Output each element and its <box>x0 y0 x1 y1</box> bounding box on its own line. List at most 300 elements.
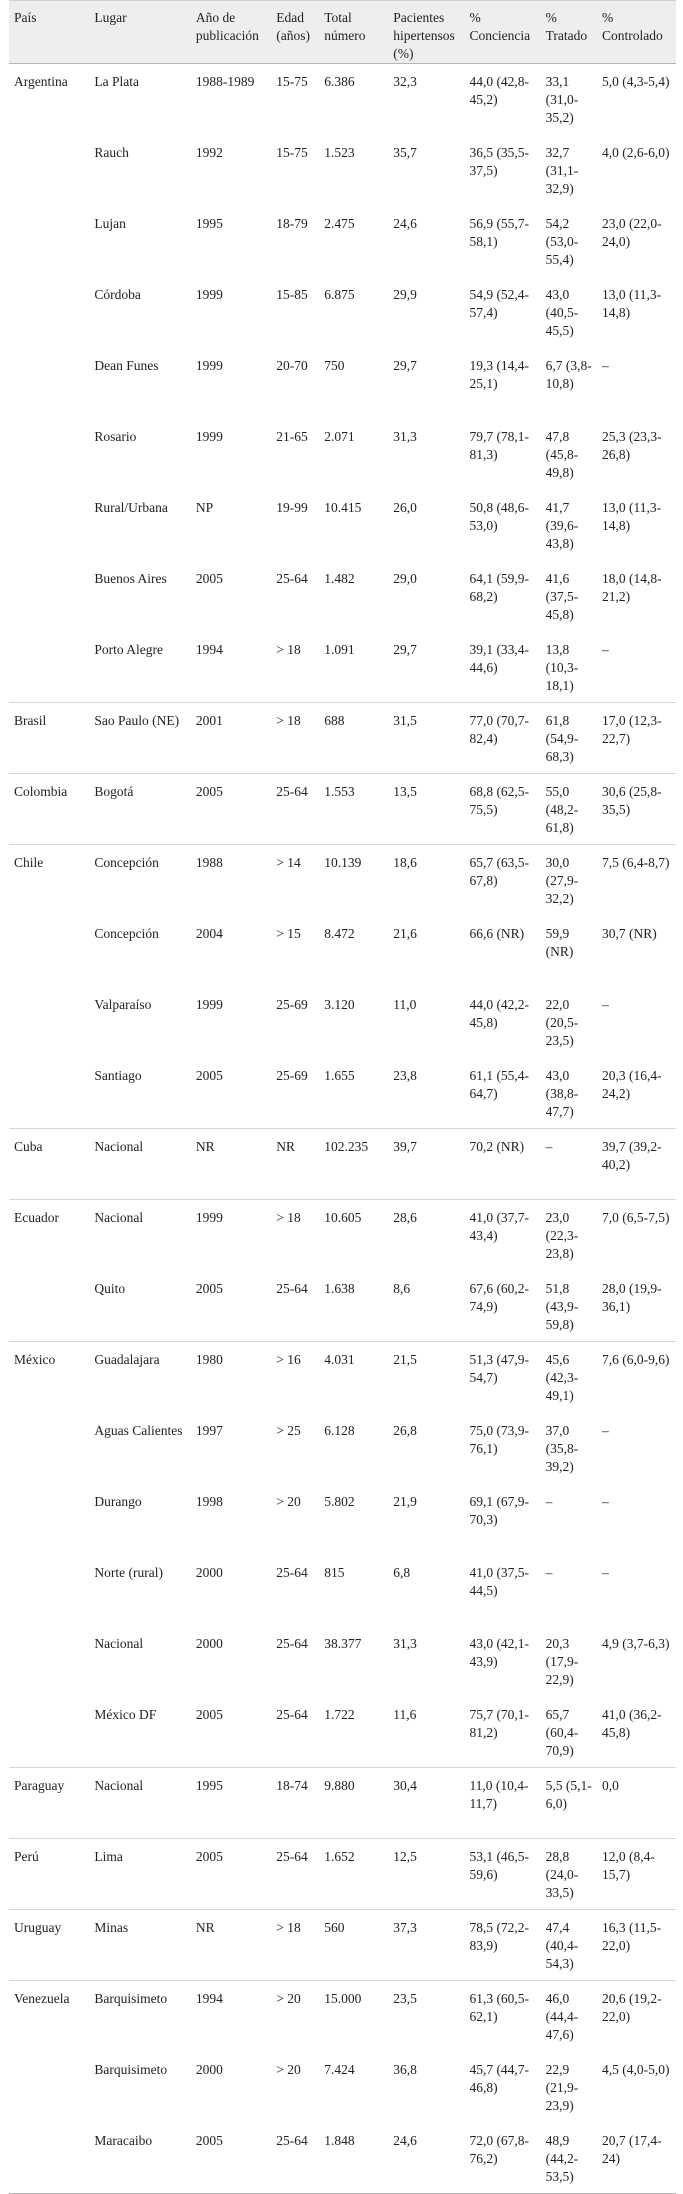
cell-year: 1980 <box>195 1352 223 1367</box>
cell-awareness-pct: 61,1 (55,4-64,7) <box>469 1067 530 1101</box>
cell-hypertensive-pct: 31,5 <box>393 713 417 728</box>
cell-age: 25-64 <box>276 1564 308 1580</box>
cell-place: Buenos Aires <box>94 570 167 586</box>
cell-total: 102.235 <box>324 1139 369 1154</box>
cell-total: 4.031 <box>324 1352 355 1367</box>
cell-place: Rural/Urbana <box>94 499 168 515</box>
cell-age: NR <box>276 1139 296 1154</box>
cell-awareness-pct: 77,0 (70,7-82,4) <box>469 713 530 746</box>
cell-treated-pct: 43,0 (40,5-45,5) <box>545 286 579 338</box>
cell-awareness-pct: 56,9 (55,7-58,1) <box>469 215 530 249</box>
cell-country: Chile <box>14 855 44 870</box>
table-row <box>9 632 676 703</box>
cell-total: 688 <box>324 713 345 728</box>
cell-age: 21-65 <box>276 428 308 444</box>
table-row <box>9 987 676 1058</box>
cell-awareness-pct: 72,0 (67,8-76,2) <box>469 2132 530 2166</box>
cell-total: 1.091 <box>324 641 355 657</box>
cell-country <box>9 1697 89 1768</box>
cell-age: 25-64 <box>276 2132 308 2148</box>
cell-total: 1.638 <box>324 1280 355 1296</box>
cell-hypertensive-pct: 29,9 <box>393 286 417 302</box>
cell-age: 25-64 <box>276 1706 308 1722</box>
cell-country: Colombia <box>14 784 68 799</box>
cell-controlled-pct: 7,5 (6,4-8,7) <box>601 855 670 870</box>
cell-year: 1994 <box>195 1991 223 2006</box>
cell-place: Nacional <box>94 1210 144 1225</box>
cell-controlled-pct: 7,6 (6,0-9,6) <box>601 1352 670 1367</box>
cell-awareness-pct: 54,9 (52,4-57,4) <box>469 286 530 320</box>
table-row <box>9 774 676 845</box>
cell-hypertensive-pct: 30,4 <box>393 1778 417 1793</box>
table-row <box>9 490 676 561</box>
cell-treated-pct: 65,7 (60,4-70,9) <box>545 1706 579 1758</box>
table-row <box>9 1484 676 1555</box>
cell-controlled-pct: 30,6 (25,8-35,5) <box>601 784 662 817</box>
table-row <box>9 1839 676 1910</box>
cell-hypertensive-pct: 37,3 <box>393 1920 417 1935</box>
cell-treated-pct: 47,4 (40,4-54,3) <box>545 1920 579 1971</box>
cell-controlled-pct: 12,0 (8,4-15,7) <box>601 1849 655 1882</box>
cell-age: 15-75 <box>276 74 308 89</box>
cell-total: 1.523 <box>324 144 355 160</box>
cell-controlled-pct: – <box>601 1493 609 1509</box>
cell-hypertensive-pct: 29,0 <box>393 570 417 586</box>
cell-treated-pct: – <box>545 1564 553 1580</box>
cell-age: 19-99 <box>276 499 308 515</box>
cell-place: Guadalajara <box>94 1352 160 1367</box>
cell-treated-pct: 32,7 (31,1-32,9) <box>545 144 579 196</box>
cell-year: 2000 <box>195 1564 223 1580</box>
cell-hypertensive-pct: 6,8 <box>393 1564 411 1580</box>
cell-place: Córdoba <box>94 286 141 302</box>
cell-age: 25-69 <box>276 996 308 1012</box>
cell-hypertensive-pct: 11,0 <box>393 996 417 1012</box>
cell-country <box>9 1271 89 1342</box>
cell-place: México DF <box>94 1706 157 1722</box>
cell-hypertensive-pct: 35,7 <box>393 144 417 160</box>
cell-age: > 18 <box>276 1920 301 1935</box>
table-row <box>9 1697 676 1768</box>
cell-age: > 20 <box>276 1991 301 2006</box>
cell-country <box>9 2052 89 2123</box>
cell-country <box>9 348 89 419</box>
cell-place: Concepción <box>94 855 159 870</box>
cell-year: 2005 <box>195 1067 223 1083</box>
cell-treated-pct: 22,0 (20,5-23,5) <box>545 996 579 1048</box>
cell-place: Porto Alegre <box>94 641 163 657</box>
cell-awareness-pct: 45,7 (44,7-46,8) <box>469 2061 530 2095</box>
cell-place: Rosario <box>94 428 137 444</box>
cell-hypertensive-pct: 28,6 <box>393 1210 417 1225</box>
table-row <box>9 1200 676 1271</box>
cell-place: Barquisimeto <box>94 1991 168 2006</box>
cell-total: 10.415 <box>324 499 362 515</box>
table-row <box>9 64 676 135</box>
table-row <box>9 916 676 987</box>
cell-treated-pct: 6,7 (3,8-10,8) <box>545 357 592 391</box>
cell-age: 25-69 <box>276 1067 308 1083</box>
cell-controlled-pct: 4,5 (4,0-5,0) <box>601 2061 670 2077</box>
cell-awareness-pct: 67,6 (60,2-74,9) <box>469 1280 530 1314</box>
cell-place: Maracaibo <box>94 2132 153 2148</box>
cell-hypertensive-pct: 23,5 <box>393 1991 417 2006</box>
cell-country <box>9 206 89 277</box>
cell-country <box>9 561 89 632</box>
cell-country <box>9 419 89 490</box>
cell-awareness-pct: 53,1 (46,5-59,6) <box>469 1849 530 1882</box>
cell-place: Barquisimeto <box>94 2061 168 2077</box>
cell-controlled-pct: 23,0 (22,0-24,0) <box>601 215 662 249</box>
cell-country <box>9 490 89 561</box>
cell-awareness-pct: 19,3 (14,4-25,1) <box>469 357 530 391</box>
cell-place: Lima <box>94 1849 123 1864</box>
cell-hypertensive-pct: 23,8 <box>393 1067 417 1083</box>
cell-total: 1.553 <box>324 784 355 799</box>
cell-total: 8.472 <box>324 925 355 941</box>
cell-controlled-pct: 30,7 (NR) <box>601 925 657 941</box>
cell-country <box>9 1413 89 1484</box>
cell-year: 1992 <box>195 144 223 160</box>
cell-hypertensive-pct: 18,6 <box>393 855 417 870</box>
cell-age: 25-64 <box>276 1280 308 1296</box>
table-row <box>9 703 676 774</box>
table-row <box>9 1058 676 1129</box>
cell-age: > 16 <box>276 1352 301 1367</box>
cell-country: México <box>14 1352 56 1367</box>
cell-total: 15.000 <box>324 1991 362 2006</box>
cell-treated-pct: – <box>545 1139 553 1154</box>
cell-place: Bogotá <box>94 784 134 799</box>
cell-total: 7.424 <box>324 2061 355 2077</box>
cell-awareness-pct: 51,3 (47,9-54,7) <box>469 1352 530 1385</box>
cell-hypertensive-pct: 32,3 <box>393 74 417 89</box>
table-row <box>9 1555 676 1626</box>
cell-country: Paraguay <box>14 1778 65 1793</box>
cell-country <box>9 916 89 987</box>
header-country: País <box>9 1 89 64</box>
cell-place: La Plata <box>94 74 139 89</box>
cell-controlled-pct: – <box>601 1422 609 1438</box>
cell-age: > 25 <box>276 1422 301 1438</box>
cell-treated-pct: 13,8 (10,3-18,1) <box>545 641 579 693</box>
cell-awareness-pct: 70,2 (NR) <box>469 1139 525 1154</box>
cell-controlled-pct: 39,7 (39,2-40,2) <box>601 1139 662 1172</box>
cell-awareness-pct: 79,7 (78,1-81,3) <box>469 428 530 462</box>
table-body <box>9 64 676 2194</box>
cell-age: 18-74 <box>276 1778 308 1793</box>
cell-awareness-pct: 41,0 (37,5-44,5) <box>469 1564 530 1598</box>
cell-year: 2000 <box>195 1635 223 1651</box>
cell-country <box>9 277 89 348</box>
cell-total: 560 <box>324 1920 345 1935</box>
header-row <box>9 1 676 64</box>
cell-place: Dean Funes <box>94 357 159 373</box>
cell-treated-pct: 51,8 (43,9-59,8) <box>545 1280 579 1332</box>
cell-treated-pct: 48,9 (44,2-53,5) <box>545 2132 579 2184</box>
cell-year: 2005 <box>195 784 223 799</box>
cell-total: 2.071 <box>324 428 355 444</box>
cell-hypertensive-pct: 21,6 <box>393 925 417 941</box>
cell-country: Argentina <box>14 74 68 89</box>
cell-total: 10.605 <box>324 1210 362 1225</box>
cell-controlled-pct: 0,0 <box>601 1778 619 1793</box>
cell-total: 10.139 <box>324 855 362 870</box>
cell-treated-pct: 23,0 (22,3-23,8) <box>545 1210 579 1261</box>
cell-country: Venezuela <box>14 1991 70 2006</box>
cell-age: 25-64 <box>276 784 308 799</box>
cell-year: 2000 <box>195 2061 223 2077</box>
cell-year: NP <box>195 499 214 515</box>
cell-hypertensive-pct: 13,5 <box>393 784 417 799</box>
cell-awareness-pct: 75,0 (73,9-76,1) <box>469 1422 530 1456</box>
cell-treated-pct: 41,6 (37,5-45,8) <box>545 570 579 622</box>
cell-total: 1.482 <box>324 570 355 586</box>
header-controlled-pct: % Controlado <box>597 1 676 64</box>
table-row <box>9 206 676 277</box>
table-row <box>9 419 676 490</box>
cell-controlled-pct: 20,6 (19,2-22,0) <box>601 1991 662 2024</box>
cell-total: 6.128 <box>324 1422 355 1438</box>
cell-hypertensive-pct: 36,8 <box>393 2061 417 2077</box>
header-hypertensive-pct: Pacientes hipertensos (%) <box>388 1 464 64</box>
cell-year: 2005 <box>195 1280 223 1296</box>
cell-treated-pct: 5,5 (5,1-6,0) <box>545 1778 592 1811</box>
cell-hypertensive-pct: 31,3 <box>393 1635 417 1651</box>
cell-age: 25-64 <box>276 570 308 586</box>
cell-hypertensive-pct: 39,7 <box>393 1139 417 1154</box>
cell-age: > 20 <box>276 2061 301 2077</box>
cell-country: Ecuador <box>14 1210 59 1225</box>
cell-place: Minas <box>94 1920 129 1935</box>
cell-year: 1999 <box>195 1210 223 1225</box>
cell-total: 2.475 <box>324 215 355 231</box>
cell-controlled-pct: 5,0 (4,3-5,4) <box>601 74 670 89</box>
cell-hypertensive-pct: 21,5 <box>393 1352 417 1367</box>
cell-awareness-pct: 78,5 (72,2-83,9) <box>469 1920 530 1953</box>
cell-country <box>9 2123 89 2194</box>
cell-age: 25-64 <box>276 1849 308 1864</box>
cell-year: 1995 <box>195 1778 223 1793</box>
cell-treated-pct: 45,6 (42,3-49,1) <box>545 1352 579 1403</box>
cell-controlled-pct: 13,0 (11,3-14,8) <box>601 499 662 533</box>
table-row <box>9 561 676 632</box>
cell-controlled-pct: 7,0 (6,5-7,5) <box>601 1210 670 1225</box>
cell-place: Lujan <box>94 215 126 231</box>
cell-treated-pct: 43,0 (38,8-47,7) <box>545 1067 579 1119</box>
table-row <box>9 1910 676 1981</box>
table-row <box>9 277 676 348</box>
cell-year: NR <box>195 1139 215 1154</box>
cell-awareness-pct: 65,7 (63,5-67,8) <box>469 855 530 888</box>
table-row <box>9 1626 676 1697</box>
cell-treated-pct: 61,8 (54,9-68,3) <box>545 713 579 764</box>
cell-total: 3.120 <box>324 996 355 1012</box>
cell-year: 1995 <box>195 215 223 231</box>
cell-year: 1994 <box>195 641 223 657</box>
cell-awareness-pct: 44,0 (42,2-45,8) <box>469 996 530 1030</box>
cell-treated-pct: 55,0 (48,2-61,8) <box>545 784 579 835</box>
table-row <box>9 1413 676 1484</box>
cell-awareness-pct: 43,0 (42,1-43,9) <box>469 1635 530 1669</box>
header-place: Lugar <box>89 1 191 64</box>
cell-year: 2005 <box>195 2132 223 2148</box>
cell-hypertensive-pct: 26,8 <box>393 1422 417 1438</box>
table-row <box>9 1981 676 2052</box>
cell-controlled-pct: 25,3 (23,3-26,8) <box>601 428 662 462</box>
cell-awareness-pct: 11,0 (10,4-11,7) <box>469 1778 529 1811</box>
cell-country: Brasil <box>14 713 47 728</box>
table-row <box>9 845 676 916</box>
cell-awareness-pct: 36,5 (35,5-37,5) <box>469 144 530 178</box>
cell-total: 9.880 <box>324 1778 355 1793</box>
cell-treated-pct: 41,7 (39,6-43,8) <box>545 499 579 551</box>
hypertension-studies-table <box>9 0 676 2194</box>
cell-treated-pct: 47,8 (45,8-49,8) <box>545 428 579 480</box>
cell-total: 6.875 <box>324 286 355 302</box>
cell-controlled-pct: 41,0 (36,2-45,8) <box>601 1706 662 1740</box>
cell-country <box>9 1058 89 1129</box>
cell-year: 1999 <box>195 286 223 302</box>
cell-awareness-pct: 50,8 (48,6-53,0) <box>469 499 530 533</box>
cell-country: Perú <box>14 1849 39 1864</box>
cell-country <box>9 987 89 1058</box>
cell-total: 750 <box>324 357 345 373</box>
cell-awareness-pct: 66,6 (NR) <box>469 925 525 941</box>
cell-place: Nacional <box>94 1635 144 1651</box>
cell-year: 2005 <box>195 1849 223 1864</box>
cell-place: Valparaíso <box>94 996 152 1012</box>
header-treated-pct: % Tratado <box>541 1 597 64</box>
cell-total: 38.377 <box>324 1635 362 1651</box>
cell-treated-pct: 20,3 (17,9-22,9) <box>545 1635 579 1687</box>
header-awareness-pct: % Conciencia <box>464 1 540 64</box>
cell-treated-pct: 37,0 (35,8-39,2) <box>545 1422 579 1474</box>
cell-country: Uruguay <box>14 1920 62 1935</box>
cell-controlled-pct: – <box>601 1564 609 1580</box>
cell-place: Quito <box>94 1280 126 1296</box>
cell-treated-pct: 59,9 (NR) <box>545 925 574 959</box>
cell-place: Nacional <box>94 1778 144 1793</box>
cell-age: > 18 <box>276 1210 301 1225</box>
cell-awareness-pct: 64,1 (59,9-68,2) <box>469 570 530 604</box>
cell-awareness-pct: 75,7 (70,1-81,2) <box>469 1706 530 1740</box>
cell-hypertensive-pct: 8,6 <box>393 1280 411 1296</box>
table-row <box>9 135 676 206</box>
cell-country <box>9 632 89 703</box>
cell-place: Aguas Calientes <box>94 1422 183 1438</box>
cell-controlled-pct: 28,0 (19,9-36,1) <box>601 1280 662 1314</box>
cell-awareness-pct: 39,1 (33,4-44,6) <box>469 641 530 675</box>
cell-year: 2005 <box>195 1706 223 1722</box>
header-year: Año de publicación <box>191 1 271 64</box>
table-header <box>9 1 676 64</box>
cell-awareness-pct: 69,1 (67,9-70,3) <box>469 1493 530 1527</box>
cell-hypertensive-pct: 21,9 <box>393 1493 417 1509</box>
cell-hypertensive-pct: 26,0 <box>393 499 417 515</box>
cell-treated-pct: 30,0 (27,9-32,2) <box>545 855 579 906</box>
header-total: Total número <box>319 1 388 64</box>
cell-age: 15-75 <box>276 144 308 160</box>
cell-controlled-pct: – <box>601 641 609 657</box>
cell-country <box>9 1484 89 1555</box>
cell-awareness-pct: 61,3 (60,5-62,1) <box>469 1991 530 2024</box>
cell-treated-pct: 22,9 (21,9-23,9) <box>545 2061 579 2113</box>
table-row <box>9 2123 676 2194</box>
cell-controlled-pct: 20,3 (16,4-24,2) <box>601 1067 662 1101</box>
cell-year: 1988-1989 <box>195 74 255 89</box>
cell-hypertensive-pct: 29,7 <box>393 357 417 373</box>
cell-hypertensive-pct: 31,3 <box>393 428 417 444</box>
cell-controlled-pct: 16,3 (11,5-22,0) <box>601 1920 662 1953</box>
cell-age: 25-64 <box>276 1635 308 1651</box>
cell-country <box>9 1626 89 1697</box>
cell-treated-pct: – <box>545 1493 553 1509</box>
cell-year: 2004 <box>195 925 223 941</box>
cell-age: > 14 <box>276 855 301 870</box>
cell-treated-pct: 46,0 (44,4-47,6) <box>545 1991 579 2042</box>
cell-total: 1.848 <box>324 2132 355 2148</box>
cell-age: 18-79 <box>276 215 308 231</box>
cell-year: 2001 <box>195 713 223 728</box>
cell-year: NR <box>195 1920 215 1935</box>
cell-controlled-pct: 17,0 (12,3-22,7) <box>601 713 662 746</box>
cell-place: Concepción <box>94 925 159 941</box>
cell-year: 1998 <box>195 1493 223 1509</box>
cell-place: Norte (rural) <box>94 1564 163 1580</box>
cell-total: 1.722 <box>324 1706 355 1722</box>
cell-controlled-pct: 4,0 (2,6-6,0) <box>601 144 670 160</box>
table-row <box>9 1129 676 1200</box>
cell-year: 1999 <box>195 996 223 1012</box>
cell-age: 15-85 <box>276 286 308 302</box>
cell-age: 20-70 <box>276 357 308 373</box>
cell-hypertensive-pct: 24,6 <box>393 2132 417 2148</box>
cell-age: > 18 <box>276 641 301 657</box>
cell-year: 2005 <box>195 570 223 586</box>
cell-controlled-pct: 20,7 (17,4-24) <box>601 2132 662 2166</box>
cell-awareness-pct: 44,0 (42,8-45,2) <box>469 74 530 107</box>
cell-age: > 18 <box>276 713 301 728</box>
cell-total: 6.386 <box>324 74 355 89</box>
cell-country <box>9 1555 89 1626</box>
cell-treated-pct: 28,8 (24,0-33,5) <box>545 1849 579 1900</box>
table-row <box>9 348 676 419</box>
cell-awareness-pct: 41,0 (37,7-43,4) <box>469 1210 530 1243</box>
cell-year: 1988 <box>195 855 223 870</box>
header-age: Edad (años) <box>271 1 319 64</box>
cell-hypertensive-pct: 12,5 <box>393 1849 417 1864</box>
cell-place: Nacional <box>94 1139 144 1154</box>
cell-hypertensive-pct: 29,7 <box>393 641 417 657</box>
cell-total: 1.655 <box>324 1067 355 1083</box>
cell-hypertensive-pct: 11,6 <box>393 1706 417 1722</box>
cell-place: Sao Paulo (NE) <box>94 713 180 728</box>
table-row <box>9 1342 676 1413</box>
cell-country: Cuba <box>14 1139 43 1154</box>
cell-year: 1999 <box>195 428 223 444</box>
cell-total: 1.652 <box>324 1849 355 1864</box>
cell-total: 5.802 <box>324 1493 355 1509</box>
cell-controlled-pct: 4,9 (3,7-6,3) <box>601 1635 670 1651</box>
cell-place: Santiago <box>94 1067 142 1083</box>
cell-awareness-pct: 68,8 (62,5-75,5) <box>469 784 530 817</box>
cell-age: > 15 <box>276 925 301 941</box>
cell-year: 1997 <box>195 1422 223 1438</box>
cell-controlled-pct: 13,0 (11,3-14,8) <box>601 286 662 320</box>
cell-country <box>9 135 89 206</box>
cell-place: Rauch <box>94 144 129 160</box>
